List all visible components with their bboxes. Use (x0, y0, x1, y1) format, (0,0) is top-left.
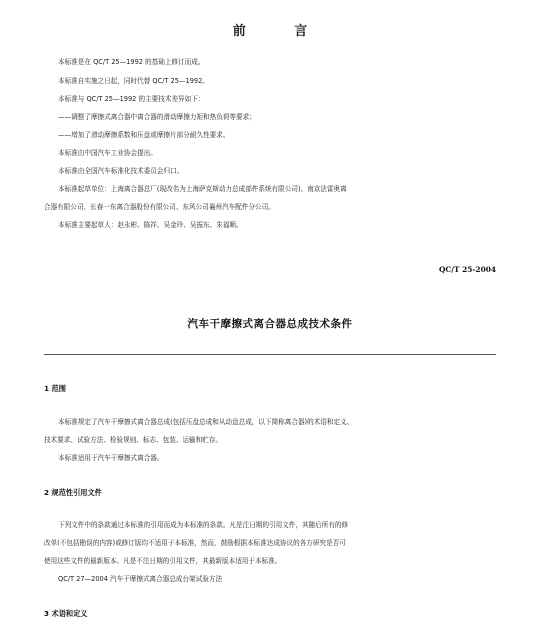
preface-line: 本标准由全国汽车标准化技术委员会归口。 (58, 167, 184, 175)
normative-line: 改单(不包括勘误的内容)或修订版均不适用于本标准，然而，鼓励根据本标准达成协议的各方研究是否可 (44, 539, 346, 547)
preface-line: 合器有限公司、长春一东离合器股份有限公司、东风公司襄州汽车配件分公司。 (44, 203, 275, 211)
normative-line: QC/T 27—2004 汽车干摩擦式离合器总成台架试验方法 (58, 575, 223, 583)
normative-line: 使用这些文件的最新版本。凡是不注日期的引用文件，其最新版本适用于本标准。 (44, 557, 282, 565)
preface-line: 本标准主要起草人：赵永彬、陈祥、吴金玲、吴振东、朱福顺。 (58, 221, 243, 229)
standard-number: QC/T 25-2004 (438, 265, 496, 274)
preface-line: 本标准自实施之日起，同时代替 QC/T 25—1992。 (58, 77, 209, 85)
preface-line: 本标准起草单位：上海离合器总厂(现改名为上海萨克斯动力总成部件系统有限公司)、南京法雷奥离 (58, 185, 347, 193)
scope-line: 本标准适用于汽车干摩擦式离合器。 (58, 454, 164, 462)
preface-line: ——增加了滑动摩擦系数和压盘或摩擦片部分耐久性要求。 (58, 131, 230, 139)
section-heading-normative-references: 2 规范性引用文件 (44, 488, 102, 497)
section-heading-terms: 3 术语和定义 (44, 609, 88, 618)
scope-line: 技术要求、试验方法、检验规则、标志、包装、运输和贮存。 (44, 436, 223, 444)
title-divider (44, 354, 496, 355)
scope-line: 本标准规定了汽车干摩擦式离合器总成(包括压盘总成和从动盘总成，以下简称离合器)的术语和定义、 (58, 418, 354, 426)
normative-line: 下列文件中的条款通过本标准的引用而成为本标准的条款。凡是注日期的引用文件，其随后所有的修 (58, 521, 349, 529)
section-heading-scope: 1 范围 (44, 384, 66, 393)
preface-line: 本标准由中国汽车工业协会提出。 (58, 149, 157, 157)
preface-line: ——调整了摩擦式离合器中离合器的滑动摩擦力矩和热负荷等要求； (58, 113, 256, 121)
preface-line: 本标准是在 QC/T 25—1992 的基础上修订而成。 (58, 58, 205, 66)
preface-line: 本标准与 QC/T 25—1992 的主要技术差异如下： (58, 95, 205, 103)
standard-title: 汽车干摩擦式离合器总成技术条件 (187, 318, 353, 330)
preface-title: 前 言 (232, 24, 330, 39)
